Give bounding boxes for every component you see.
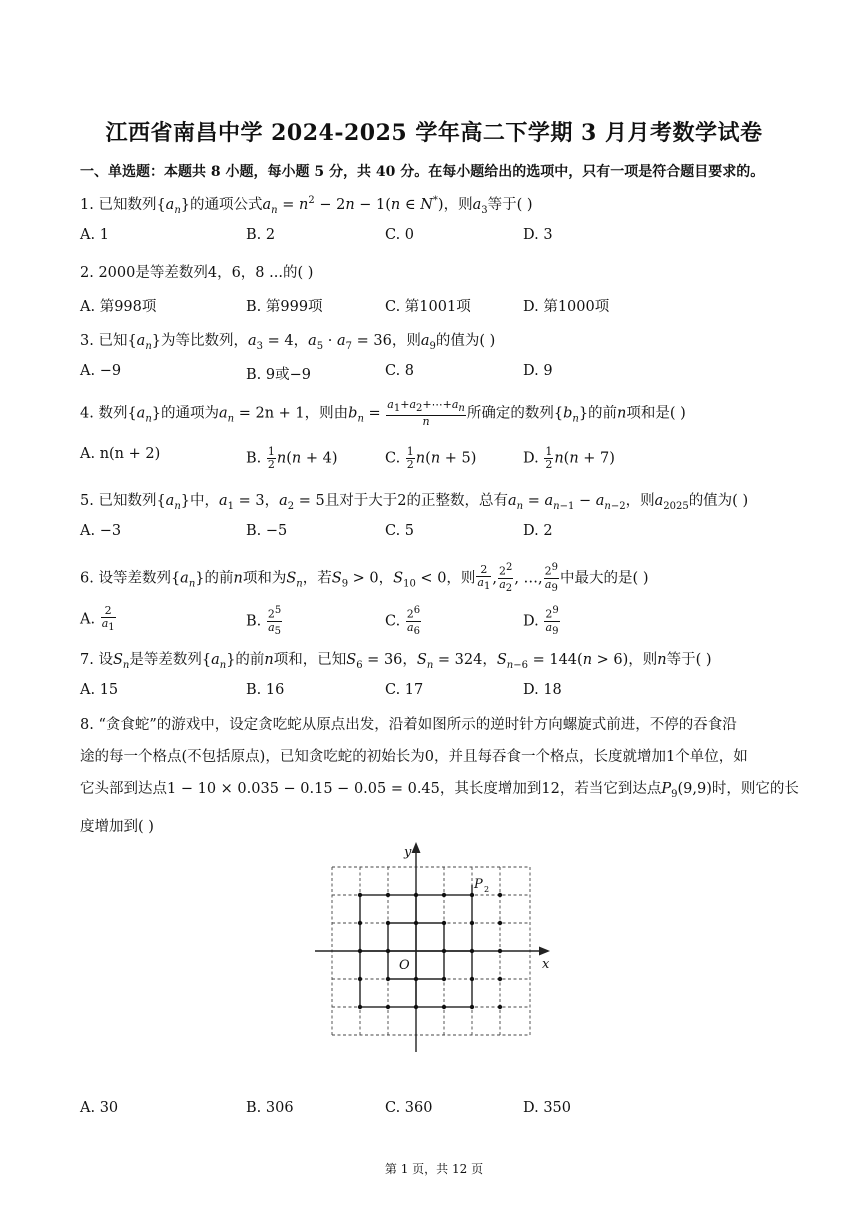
option-d[interactable]: D. 350 — [523, 1100, 572, 1116]
origin-label: O — [399, 958, 410, 973]
option-c[interactable]: C. 0 — [385, 227, 415, 243]
option-d[interactable]: D. 9 — [523, 363, 553, 379]
option-c[interactable]: C. $\frac{1}{2}$ n(n + 5) — [385, 445, 477, 471]
question-7: 7. 设$S_n$是等差数列$\{a_n\}$的前n项和，已知$S_6 = 36$，$S_n = 324$，$S_{n-6} = 144(n > 6)$，则n等于( ) — [80, 652, 712, 671]
option-a[interactable]: A. 第998项 — [80, 299, 157, 315]
option-d[interactable]: D. 18 — [523, 682, 562, 698]
option-a[interactable]: A. 30 — [80, 1100, 119, 1116]
y-axis-label: y — [404, 845, 412, 860]
option-b[interactable]: B. 9或−9 — [246, 367, 311, 383]
x-axis-arrow — [539, 947, 550, 956]
question-8-line-4: 度增加到( ) — [80, 818, 154, 835]
point-label-subscript: 2 — [484, 885, 490, 894]
option-a[interactable]: A. −3 — [80, 523, 122, 539]
question-8-line-1: 8. “贪食蛇”的游戏中，设定贪吃蛇从原点出发，沿着如图所示的逆时针方向螺旋式前进，不停的吞食沿 — [80, 717, 737, 733]
option-a[interactable]: A. −9 — [80, 363, 122, 379]
page-footer: 第 1 页，共 12 页 — [384, 1162, 484, 1176]
option-b[interactable]: B. 16 — [246, 682, 285, 698]
point-label: P — [474, 877, 483, 892]
spiral-path — [360, 895, 472, 1007]
option-c[interactable]: C. 第1001项 — [385, 299, 471, 315]
question-3: 3. 已知$\{a_n\}$为等比数列，$a_3 = 4$，$a_5 \cdot a_7 = 36$，则$a_9$的值为( ) — [80, 333, 496, 352]
spiral-grid-figure — [310, 842, 560, 1057]
option-c[interactable]: C. 8 — [385, 363, 415, 379]
option-c[interactable]: C. 17 — [385, 682, 424, 698]
option-b[interactable]: B. 306 — [246, 1100, 294, 1116]
option-d[interactable]: D. 第1000项 — [523, 299, 610, 315]
question-8 — [80, 709, 799, 843]
option-d[interactable]: D. $\frac{2^9}{a_9}$ — [523, 605, 559, 637]
option-b[interactable]: B. −5 — [246, 523, 288, 539]
option-c[interactable]: C. 360 — [385, 1100, 433, 1116]
question-1: 1. 已知数列$\{a_n\}$的通项公式$a_n = n^2 - 2n - 1(n$ ∈ N*)，则$a_3$等于( ) — [80, 195, 533, 216]
x-axis-label: x — [542, 957, 550, 972]
option-a[interactable]: A. 1 — [80, 227, 109, 243]
y-axis-arrow — [412, 842, 421, 853]
option-b[interactable]: B. $\frac{1}{2}$ n(n + 4) — [246, 445, 338, 471]
option-a[interactable]: A. n(n + 2) — [80, 446, 161, 462]
option-b[interactable]: B. 第999项 — [246, 299, 323, 315]
question-8-line-3: 它头部到达点1 − 10 × 0.035 − 0.15 − 0.05 = 0.45，其长度增加到12，若当它到达点$P_9(9,9)$时，则它的长 — [80, 781, 799, 800]
option-a[interactable]: A. $\frac{2}{a_1}$ — [80, 604, 115, 634]
question-2: 2. 2000是等差数列4，6，8 ...的( ) — [80, 265, 314, 281]
section-heading: 一、单选题：本题共 8 小题，每小题 5 分，共 40 分。在每小题给出的选项中，只有一项是符合题目要求的。 — [80, 164, 765, 180]
option-d[interactable]: D. 2 — [523, 523, 553, 539]
question-8-line-2: 途的每一个格点(不包括原点)，已知贪吃蛇的初始长为0，并且每吞食一个格点，长度就增加1个单位，如 — [80, 749, 748, 765]
option-c[interactable]: C. $\frac{2^6}{a_6}$ — [385, 605, 421, 637]
question-6: 6. 设等差数列$\{a_n\}$的前n项和为$S_n$，若$S_9 > 0$，$S_{10} < 0$，则 $\frac{2}{a_1}$ , $\frac{2^2}{a_2}$ , …, $\frac{2^9}{a_9}$ 中最大的是( ) — [80, 562, 649, 594]
option-b[interactable]: B. 2 — [246, 227, 276, 243]
option-a[interactable]: A. 15 — [80, 682, 119, 698]
option-d[interactable]: D. $\frac{1}{2}$ n(n + 7) — [523, 445, 615, 471]
question-4: 4. 数列$\{a_n\}$的通项为$a_n = 2n + 1$，则由$b_n$ = $\frac{a_1+a_2+\cdots+a_n}{n}$ 所确定的数列$\{b_n\}$的前n项和是( ) — [80, 398, 686, 429]
axes — [315, 848, 542, 1052]
option-b[interactable]: B. $\frac{2^5}{a_5}$ — [246, 605, 282, 637]
page-title: 江西省南昌中学 2024-2025 学年高二下学期 3 月月考数学试卷 — [105, 120, 763, 146]
question-5: 5. 已知数列$\{a_n\}$中，$a_1 = 3$，$a_2 = 5$且对于大于2的正整数，总有$a_n = a_{n-1} - a_{n-2}$，则$a_{2025}$的值为( ) — [80, 493, 749, 512]
option-d[interactable]: D. 3 — [523, 227, 553, 243]
option-c[interactable]: C. 5 — [385, 523, 415, 539]
